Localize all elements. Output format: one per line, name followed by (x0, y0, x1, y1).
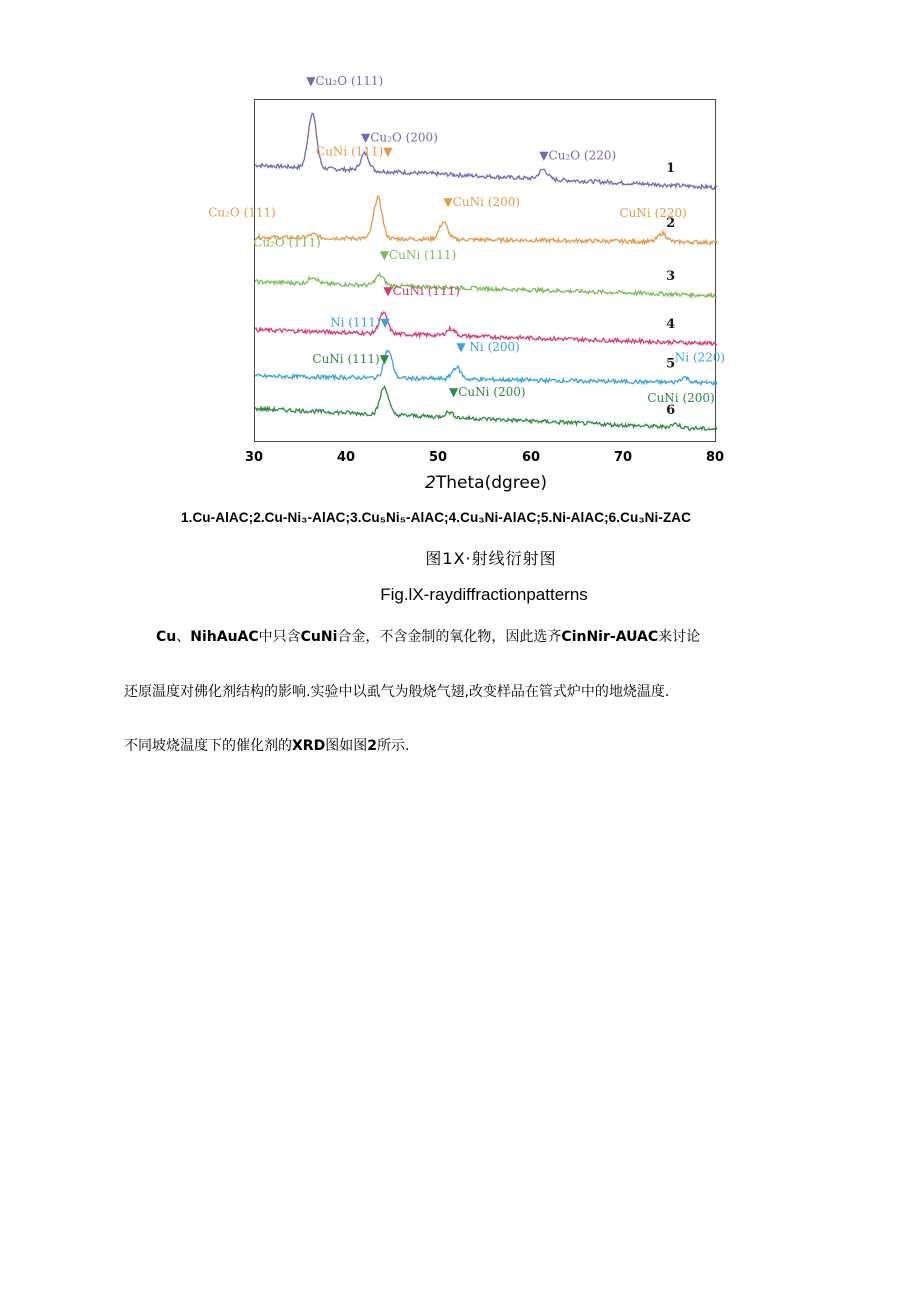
x-axis-label-prefix: 2 (425, 473, 436, 493)
body-paragraph-1 (156, 626, 700, 646)
peak-label-series-6-2: ▼CuNi (200) (449, 385, 526, 400)
para1-text-1: 、 (176, 629, 191, 645)
series-3-line (255, 274, 717, 298)
peak-label-series-1-3: ▼Cu₂O (220) (539, 148, 617, 163)
para1-text-4: 来讨论 (658, 629, 701, 645)
xrd-plot-area (208, 74, 726, 442)
body-paragraph-2: 还原温度对佛化剂结构的影响.实验中以虱气为般烧气翅,改变样品在管式炉中的地烧温度. (124, 684, 670, 700)
para1-bold-2: NihAuAC (190, 629, 259, 645)
peak-label-series-2-2: Cu₂O (111) (208, 205, 276, 220)
peak-label-series-1-2: ▼Cu₂O (200) (361, 130, 438, 145)
x-tick-60: 60 (521, 450, 541, 465)
figure-caption-english: Fig.lX-raydiffractionpatterns (380, 585, 588, 604)
peak-label-series-3-2: ▼CuNi (111) (379, 248, 457, 263)
peak-label-series-5-3: Ni (220) (674, 350, 726, 365)
series-1-number: 1 (666, 161, 676, 177)
x-axis-label-rest: Theta(dgree) (435, 473, 547, 493)
x-axis-label (425, 473, 547, 493)
peak-label-series-2-1: CuNi (111)▼ (315, 144, 393, 159)
para3-bold-2: 2 (367, 738, 377, 754)
series-6-number: 6 (666, 402, 676, 418)
series-2-number: 2 (666, 215, 676, 231)
peak-label-series-2-3: ▼CuNi (200) (443, 195, 521, 210)
series-3-number: 3 (666, 269, 676, 285)
peak-label-series-2-4: CuNi (220) (619, 206, 687, 221)
peak-label-series-3-1: Cu₂O (111) (253, 235, 321, 250)
para3-text-1: 不同坡烧温度下的催化剂的 (124, 738, 292, 754)
peak-label-series-6-3: CuNi (200) (647, 391, 715, 405)
para3-text-2: 图如图 (325, 738, 368, 754)
x-tick-70: 70 (613, 450, 633, 465)
figure-caption-chinese: 图1X·射线衍射图 (425, 549, 557, 568)
peak-label-series-6-1: CuNi (111)▼ (312, 352, 389, 366)
series-5-number: 5 (666, 356, 676, 372)
x-tick-80: 80 (705, 450, 725, 465)
x-tick-50: 50 (428, 450, 448, 465)
peak-label-series-4-1: ▼CuNi (111) (383, 284, 460, 298)
series-4-number: 4 (666, 317, 676, 333)
para1-bold-1: Cu (156, 629, 177, 645)
peak-label-series-1-1: ▼Cu₂O (111) (306, 74, 384, 89)
para3-text-3: 所示. (376, 738, 410, 754)
para1-text-2: 中只含 (258, 629, 301, 645)
para3-bold-1: XRD (292, 738, 326, 754)
sample-legend: 1.Cu-AlAC;2.Cu-Ni₃-AlAC;3.Cu₅Ni₅-AlAC;4.Cu₃Ni-AlAC;5.Ni-AlAC;6.Cu₃Ni-ZAC (180, 510, 692, 525)
x-tick-30: 30 (244, 450, 264, 465)
para1-bold-4: CinNir-AUAC (561, 629, 659, 645)
para1-bold-3: CuNi (300, 629, 338, 645)
para1-text-3: 合金，不含金制的氧化物，因此选齐 (337, 629, 562, 645)
peak-label-series-5-1: Ni (111)▼ (330, 315, 390, 330)
x-tick-40: 40 (336, 450, 356, 465)
peak-label-series-5-2: ▼ Ni (200) (456, 340, 520, 355)
body-paragraph-3 (124, 735, 409, 755)
xrd-chart (208, 74, 726, 443)
